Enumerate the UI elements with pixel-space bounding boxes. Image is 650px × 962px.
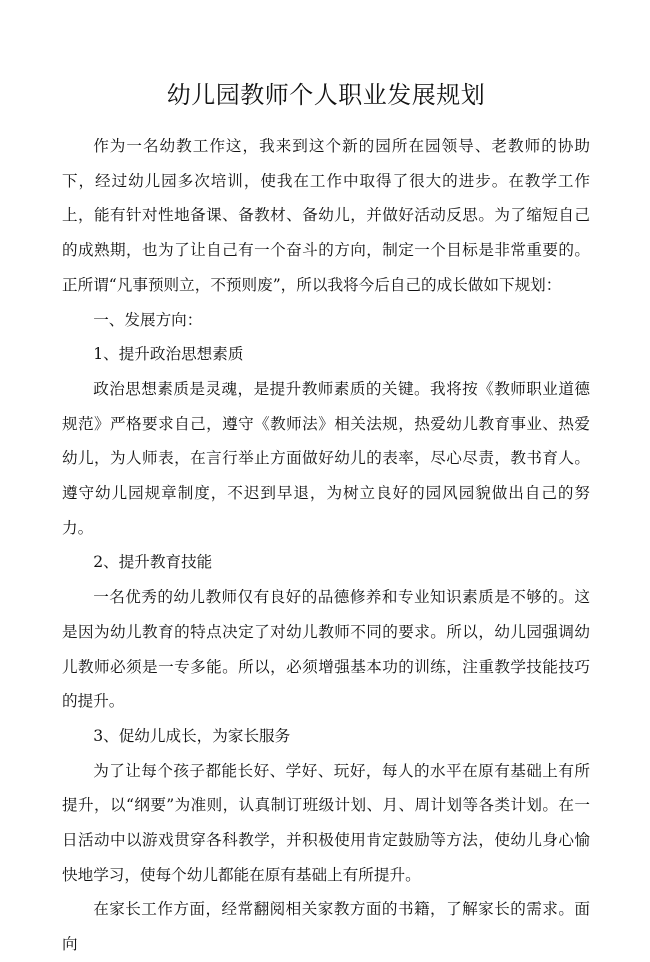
subheading-teaching-skills: 2、提升教育技能 <box>93 553 213 572</box>
intro-paragraph: 作为一名幼教工作这，我来到这个新的园所在园领导、老教师的协助下，经过幼儿园多次培训，使我在工作中取得了很大的进步。在教学工作上，能有针对性地备课、备教材、备幼儿，并做好活动反思。为了缩短自己的成熟期，也为了让自己有一个奋斗的方向，制定一个目标是非常重要的。正所谓“凡事预则立，不预则废”，所以我将今后自己的成长做如下规划： <box>62 137 590 294</box>
parent-work-paragraph: 在家长工作方面，经常翻阅相关家教方面的书籍，了解家长的需求。面向 <box>62 900 590 954</box>
section-heading-development-direction: 一、发展方向： <box>93 310 203 329</box>
child-growth-paragraph: 为了让每个孩子都能长好、学好、玩好，每人的水平在原有基础上有所提升，以“纲要”为准则，认真制订班级计划、月、周计划等各类计划。在一日活动中以游戏贯穿各科教学，并积极使用肯定鼓励等方法，使幼儿身心愉快地学习，使每个幼儿都能在原有基础上有所提升。 <box>62 761 590 884</box>
subheading-child-growth-parent-service: 3、促幼儿成长，为家长服务 <box>93 726 291 745</box>
teaching-skills-paragraph: 一名优秀的幼儿教师仅有良好的品德修养和专业知识素质是不够的。这是因为幼儿教育的特点决定了对幼儿教师不同的要求。所以，幼儿园强调幼儿教师必须是一专多能。所以，必须增强基本功的训练，注重教学技能技巧的提升。 <box>62 588 590 711</box>
subheading-political-quality: 1、提升政治思想素质 <box>93 345 244 364</box>
document-title: 幼儿园教师个人职业发展规划 <box>166 81 486 109</box>
political-quality-paragraph: 政治思想素质是灵魂，是提升教师素质的关键。我将按《教师职业道德规范》严格要求自己，遵守《教师法》相关法规，热爱幼儿教育事业、热爱幼儿，为人师表，在言行举止方面做好幼儿的表率，尽心尽责，教书育人。遵守幼儿园规章制度，不迟到早退，为树立良好的园风园貌做出自己的努力。 <box>62 379 590 537</box>
